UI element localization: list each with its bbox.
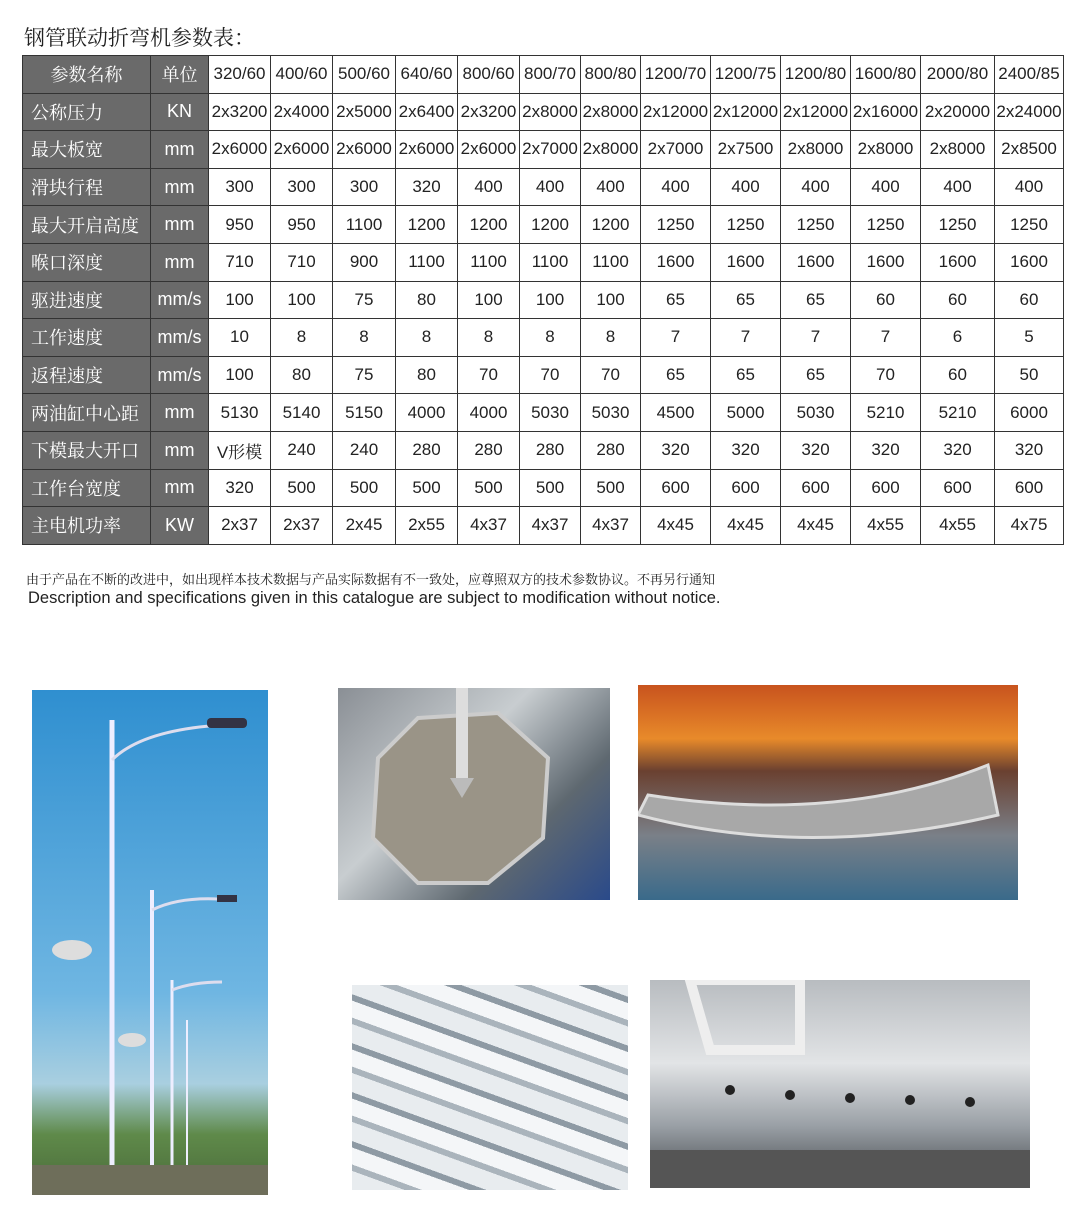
value-cell: 6000: [995, 394, 1064, 432]
value-cell: 710: [209, 243, 271, 281]
value-cell: 2x45: [333, 507, 396, 545]
value-cell: 400: [520, 168, 581, 206]
value-cell: 5000: [711, 394, 781, 432]
value-cell: 280: [396, 431, 458, 469]
param-name-cell: 滑块行程: [23, 168, 151, 206]
value-cell: 60: [921, 356, 995, 394]
value-cell: 10: [209, 319, 271, 357]
value-cell: 600: [711, 469, 781, 507]
steel-pipes-photo: [352, 985, 628, 1190]
value-cell: V形模: [209, 431, 271, 469]
param-name-cell: 参数名称: [23, 56, 151, 94]
value-cell: 5130: [209, 394, 271, 432]
bending-machine-photo: [650, 980, 1030, 1188]
value-cell: 70: [520, 356, 581, 394]
param-name-cell: 主电机功率: [23, 507, 151, 545]
value-cell: 4x37: [458, 507, 520, 545]
unit-cell: mm/s: [151, 281, 209, 319]
value-cell: 320: [851, 431, 921, 469]
value-cell: 320: [995, 431, 1064, 469]
value-cell: 80: [396, 356, 458, 394]
value-cell: 2x5000: [333, 93, 396, 131]
param-name-cell: 驱进速度: [23, 281, 151, 319]
table-row: [23, 394, 1064, 432]
value-cell: 2x8000: [781, 131, 851, 169]
value-cell: 400: [711, 168, 781, 206]
value-cell: 1200: [520, 206, 581, 244]
value-cell: 320: [781, 431, 851, 469]
value-cell: 50: [995, 356, 1064, 394]
value-cell: 60: [921, 281, 995, 319]
value-cell: 2x16000: [851, 93, 921, 131]
value-cell: 65: [641, 281, 711, 319]
value-cell: 1250: [851, 206, 921, 244]
value-cell: 5030: [781, 394, 851, 432]
value-cell: 320: [711, 431, 781, 469]
value-cell: 2x37: [209, 507, 271, 545]
value-cell: 2x6000: [209, 131, 271, 169]
value-cell: 500: [581, 469, 641, 507]
param-name-cell: 最大开启高度: [23, 206, 151, 244]
value-cell: 80: [396, 281, 458, 319]
value-cell: 600: [641, 469, 711, 507]
value-cell: 600: [921, 469, 995, 507]
value-cell: 2x6000: [271, 131, 333, 169]
unit-cell: mm: [151, 206, 209, 244]
value-cell: 2x8000: [520, 93, 581, 131]
model-header-cell: 2000/80: [921, 56, 995, 94]
value-cell: 5210: [851, 394, 921, 432]
value-cell: 5150: [333, 394, 396, 432]
value-cell: 1250: [995, 206, 1064, 244]
model-header-cell: 400/60: [271, 56, 333, 94]
value-cell: 1600: [641, 243, 711, 281]
table-row: [23, 93, 1064, 131]
value-cell: 1600: [921, 243, 995, 281]
model-header-cell: 800/70: [520, 56, 581, 94]
value-cell: 75: [333, 281, 396, 319]
value-cell: 8: [396, 319, 458, 357]
value-cell: 400: [995, 168, 1064, 206]
unit-cell: mm: [151, 243, 209, 281]
value-cell: 1250: [641, 206, 711, 244]
value-cell: 300: [209, 168, 271, 206]
value-cell: 400: [921, 168, 995, 206]
value-cell: 65: [641, 356, 711, 394]
unit-cell: mm/s: [151, 356, 209, 394]
table-row: [23, 206, 1064, 244]
value-cell: 300: [271, 168, 333, 206]
value-cell: 4500: [641, 394, 711, 432]
value-cell: 60: [851, 281, 921, 319]
value-cell: 400: [641, 168, 711, 206]
value-cell: 8: [520, 319, 581, 357]
value-cell: 65: [781, 356, 851, 394]
value-cell: 280: [520, 431, 581, 469]
value-cell: 2x8000: [921, 131, 995, 169]
value-cell: 5030: [581, 394, 641, 432]
value-cell: 4x75: [995, 507, 1064, 545]
value-cell: 1100: [520, 243, 581, 281]
page-title: 钢管联动折弯机参数表：: [24, 27, 255, 50]
value-cell: 1200: [581, 206, 641, 244]
value-cell: 1100: [458, 243, 520, 281]
street-light-photo: [32, 690, 268, 1195]
value-cell: 710: [271, 243, 333, 281]
value-cell: 8: [271, 319, 333, 357]
value-cell: 2x7000: [520, 131, 581, 169]
value-cell: 70: [458, 356, 520, 394]
table-row: [23, 243, 1064, 281]
value-cell: 100: [581, 281, 641, 319]
value-cell: 7: [711, 319, 781, 357]
value-cell: 1250: [711, 206, 781, 244]
value-cell: 100: [209, 356, 271, 394]
value-cell: 1600: [711, 243, 781, 281]
model-header-cell: 1200/70: [641, 56, 711, 94]
model-header-cell: 320/60: [209, 56, 271, 94]
value-cell: 6: [921, 319, 995, 357]
value-cell: 65: [711, 281, 781, 319]
value-cell: 2x24000: [995, 93, 1064, 131]
value-cell: 8: [458, 319, 520, 357]
model-header-cell: 500/60: [333, 56, 396, 94]
param-name-cell: 工作台宽度: [23, 469, 151, 507]
param-name-cell: 喉口深度: [23, 243, 151, 281]
disclaimer-cn: 由于产品在不断的改进中，如出现样本技术数据与产品实际数据有不一致处，应尊照双方的技术参数协议。不再另行通知: [26, 572, 716, 587]
unit-cell: mm: [151, 394, 209, 432]
value-cell: 100: [271, 281, 333, 319]
model-header-cell: 640/60: [396, 56, 458, 94]
unit-cell: mm/s: [151, 319, 209, 357]
param-name-cell: 返程速度: [23, 356, 151, 394]
value-cell: 400: [851, 168, 921, 206]
value-cell: 2x37: [271, 507, 333, 545]
value-cell: 500: [458, 469, 520, 507]
value-cell: 4x45: [781, 507, 851, 545]
value-cell: 500: [396, 469, 458, 507]
unit-cell: KW: [151, 507, 209, 545]
value-cell: 950: [271, 206, 333, 244]
value-cell: 2x8000: [851, 131, 921, 169]
value-cell: 100: [458, 281, 520, 319]
value-cell: 5: [995, 319, 1064, 357]
value-cell: 1600: [995, 243, 1064, 281]
value-cell: 5140: [271, 394, 333, 432]
param-name-cell: 下模最大开口: [23, 431, 151, 469]
value-cell: 4x45: [641, 507, 711, 545]
octagonal-pipe-photo: [338, 688, 610, 900]
value-cell: 2x6400: [396, 93, 458, 131]
value-cell: 2x55: [396, 507, 458, 545]
value-cell: 500: [333, 469, 396, 507]
unit-cell: mm: [151, 469, 209, 507]
value-cell: 7: [781, 319, 851, 357]
value-cell: 2x6000: [396, 131, 458, 169]
value-cell: 4x37: [520, 507, 581, 545]
value-cell: 400: [581, 168, 641, 206]
value-cell: 950: [209, 206, 271, 244]
value-cell: 2x7500: [711, 131, 781, 169]
value-cell: 4x55: [851, 507, 921, 545]
unit-cell: 单位: [151, 56, 209, 94]
model-header-cell: 2400/85: [995, 56, 1064, 94]
value-cell: 2x4000: [271, 93, 333, 131]
model-header-cell: 800/60: [458, 56, 520, 94]
model-header-cell: 1200/80: [781, 56, 851, 94]
value-cell: 4000: [396, 394, 458, 432]
value-cell: 1200: [396, 206, 458, 244]
value-cell: 600: [781, 469, 851, 507]
value-cell: 2x6000: [458, 131, 520, 169]
table-row: [23, 431, 1064, 469]
disclaimer-en: Description and specifications given in this catalogue are subject to modification without notice.: [28, 589, 721, 607]
table-row: [23, 168, 1064, 206]
table-row: [23, 281, 1064, 319]
value-cell: 1250: [921, 206, 995, 244]
value-cell: 70: [851, 356, 921, 394]
value-cell: 1100: [581, 243, 641, 281]
value-cell: 2x12000: [711, 93, 781, 131]
value-cell: 1600: [851, 243, 921, 281]
value-cell: 75: [333, 356, 396, 394]
value-cell: 1100: [396, 243, 458, 281]
param-name-cell: 公称压力: [23, 93, 151, 131]
value-cell: 4x37: [581, 507, 641, 545]
value-cell: 320: [209, 469, 271, 507]
value-cell: 2x8000: [581, 131, 641, 169]
value-cell: 600: [851, 469, 921, 507]
table-row: [23, 507, 1064, 545]
value-cell: 5210: [921, 394, 995, 432]
table-row: [23, 356, 1064, 394]
model-header-cell: 1600/80: [851, 56, 921, 94]
table-header-row: [23, 56, 1064, 94]
value-cell: 500: [271, 469, 333, 507]
table-row: [23, 319, 1064, 357]
value-cell: 900: [333, 243, 396, 281]
value-cell: 1200: [458, 206, 520, 244]
value-cell: 2x6000: [333, 131, 396, 169]
value-cell: 1100: [333, 206, 396, 244]
spec-table: [22, 55, 1064, 545]
value-cell: 65: [781, 281, 851, 319]
value-cell: 400: [458, 168, 520, 206]
value-cell: 280: [581, 431, 641, 469]
unit-cell: mm: [151, 131, 209, 169]
value-cell: 5030: [520, 394, 581, 432]
value-cell: 2x3200: [209, 93, 271, 131]
value-cell: 4000: [458, 394, 520, 432]
value-cell: 8: [333, 319, 396, 357]
value-cell: 65: [711, 356, 781, 394]
value-cell: 240: [333, 431, 396, 469]
param-name-cell: 两油缸中心距: [23, 394, 151, 432]
value-cell: 2x7000: [641, 131, 711, 169]
value-cell: 240: [271, 431, 333, 469]
value-cell: 320: [921, 431, 995, 469]
value-cell: 2x8000: [581, 93, 641, 131]
value-cell: 60: [995, 281, 1064, 319]
press-brake-bending-photo: [638, 685, 1018, 900]
value-cell: 80: [271, 356, 333, 394]
value-cell: 400: [781, 168, 851, 206]
value-cell: 2x12000: [641, 93, 711, 131]
value-cell: 4x45: [711, 507, 781, 545]
param-name-cell: 工作速度: [23, 319, 151, 357]
value-cell: 7: [851, 319, 921, 357]
model-header-cell: 800/80: [581, 56, 641, 94]
value-cell: 500: [520, 469, 581, 507]
value-cell: 4x55: [921, 507, 995, 545]
value-cell: 320: [396, 168, 458, 206]
unit-cell: mm: [151, 168, 209, 206]
value-cell: 2x20000: [921, 93, 995, 131]
value-cell: 2x8500: [995, 131, 1064, 169]
param-name-cell: 最大板宽: [23, 131, 151, 169]
value-cell: 2x12000: [781, 93, 851, 131]
model-header-cell: 1200/75: [711, 56, 781, 94]
value-cell: 8: [581, 319, 641, 357]
value-cell: 7: [641, 319, 711, 357]
value-cell: 100: [209, 281, 271, 319]
table-row: [23, 469, 1064, 507]
value-cell: 70: [581, 356, 641, 394]
value-cell: 2x3200: [458, 93, 520, 131]
value-cell: 320: [641, 431, 711, 469]
table-row: [23, 131, 1064, 169]
value-cell: 1250: [781, 206, 851, 244]
value-cell: 300: [333, 168, 396, 206]
unit-cell: mm: [151, 431, 209, 469]
value-cell: 1600: [781, 243, 851, 281]
value-cell: 100: [520, 281, 581, 319]
value-cell: 280: [458, 431, 520, 469]
value-cell: 600: [995, 469, 1064, 507]
unit-cell: KN: [151, 93, 209, 131]
